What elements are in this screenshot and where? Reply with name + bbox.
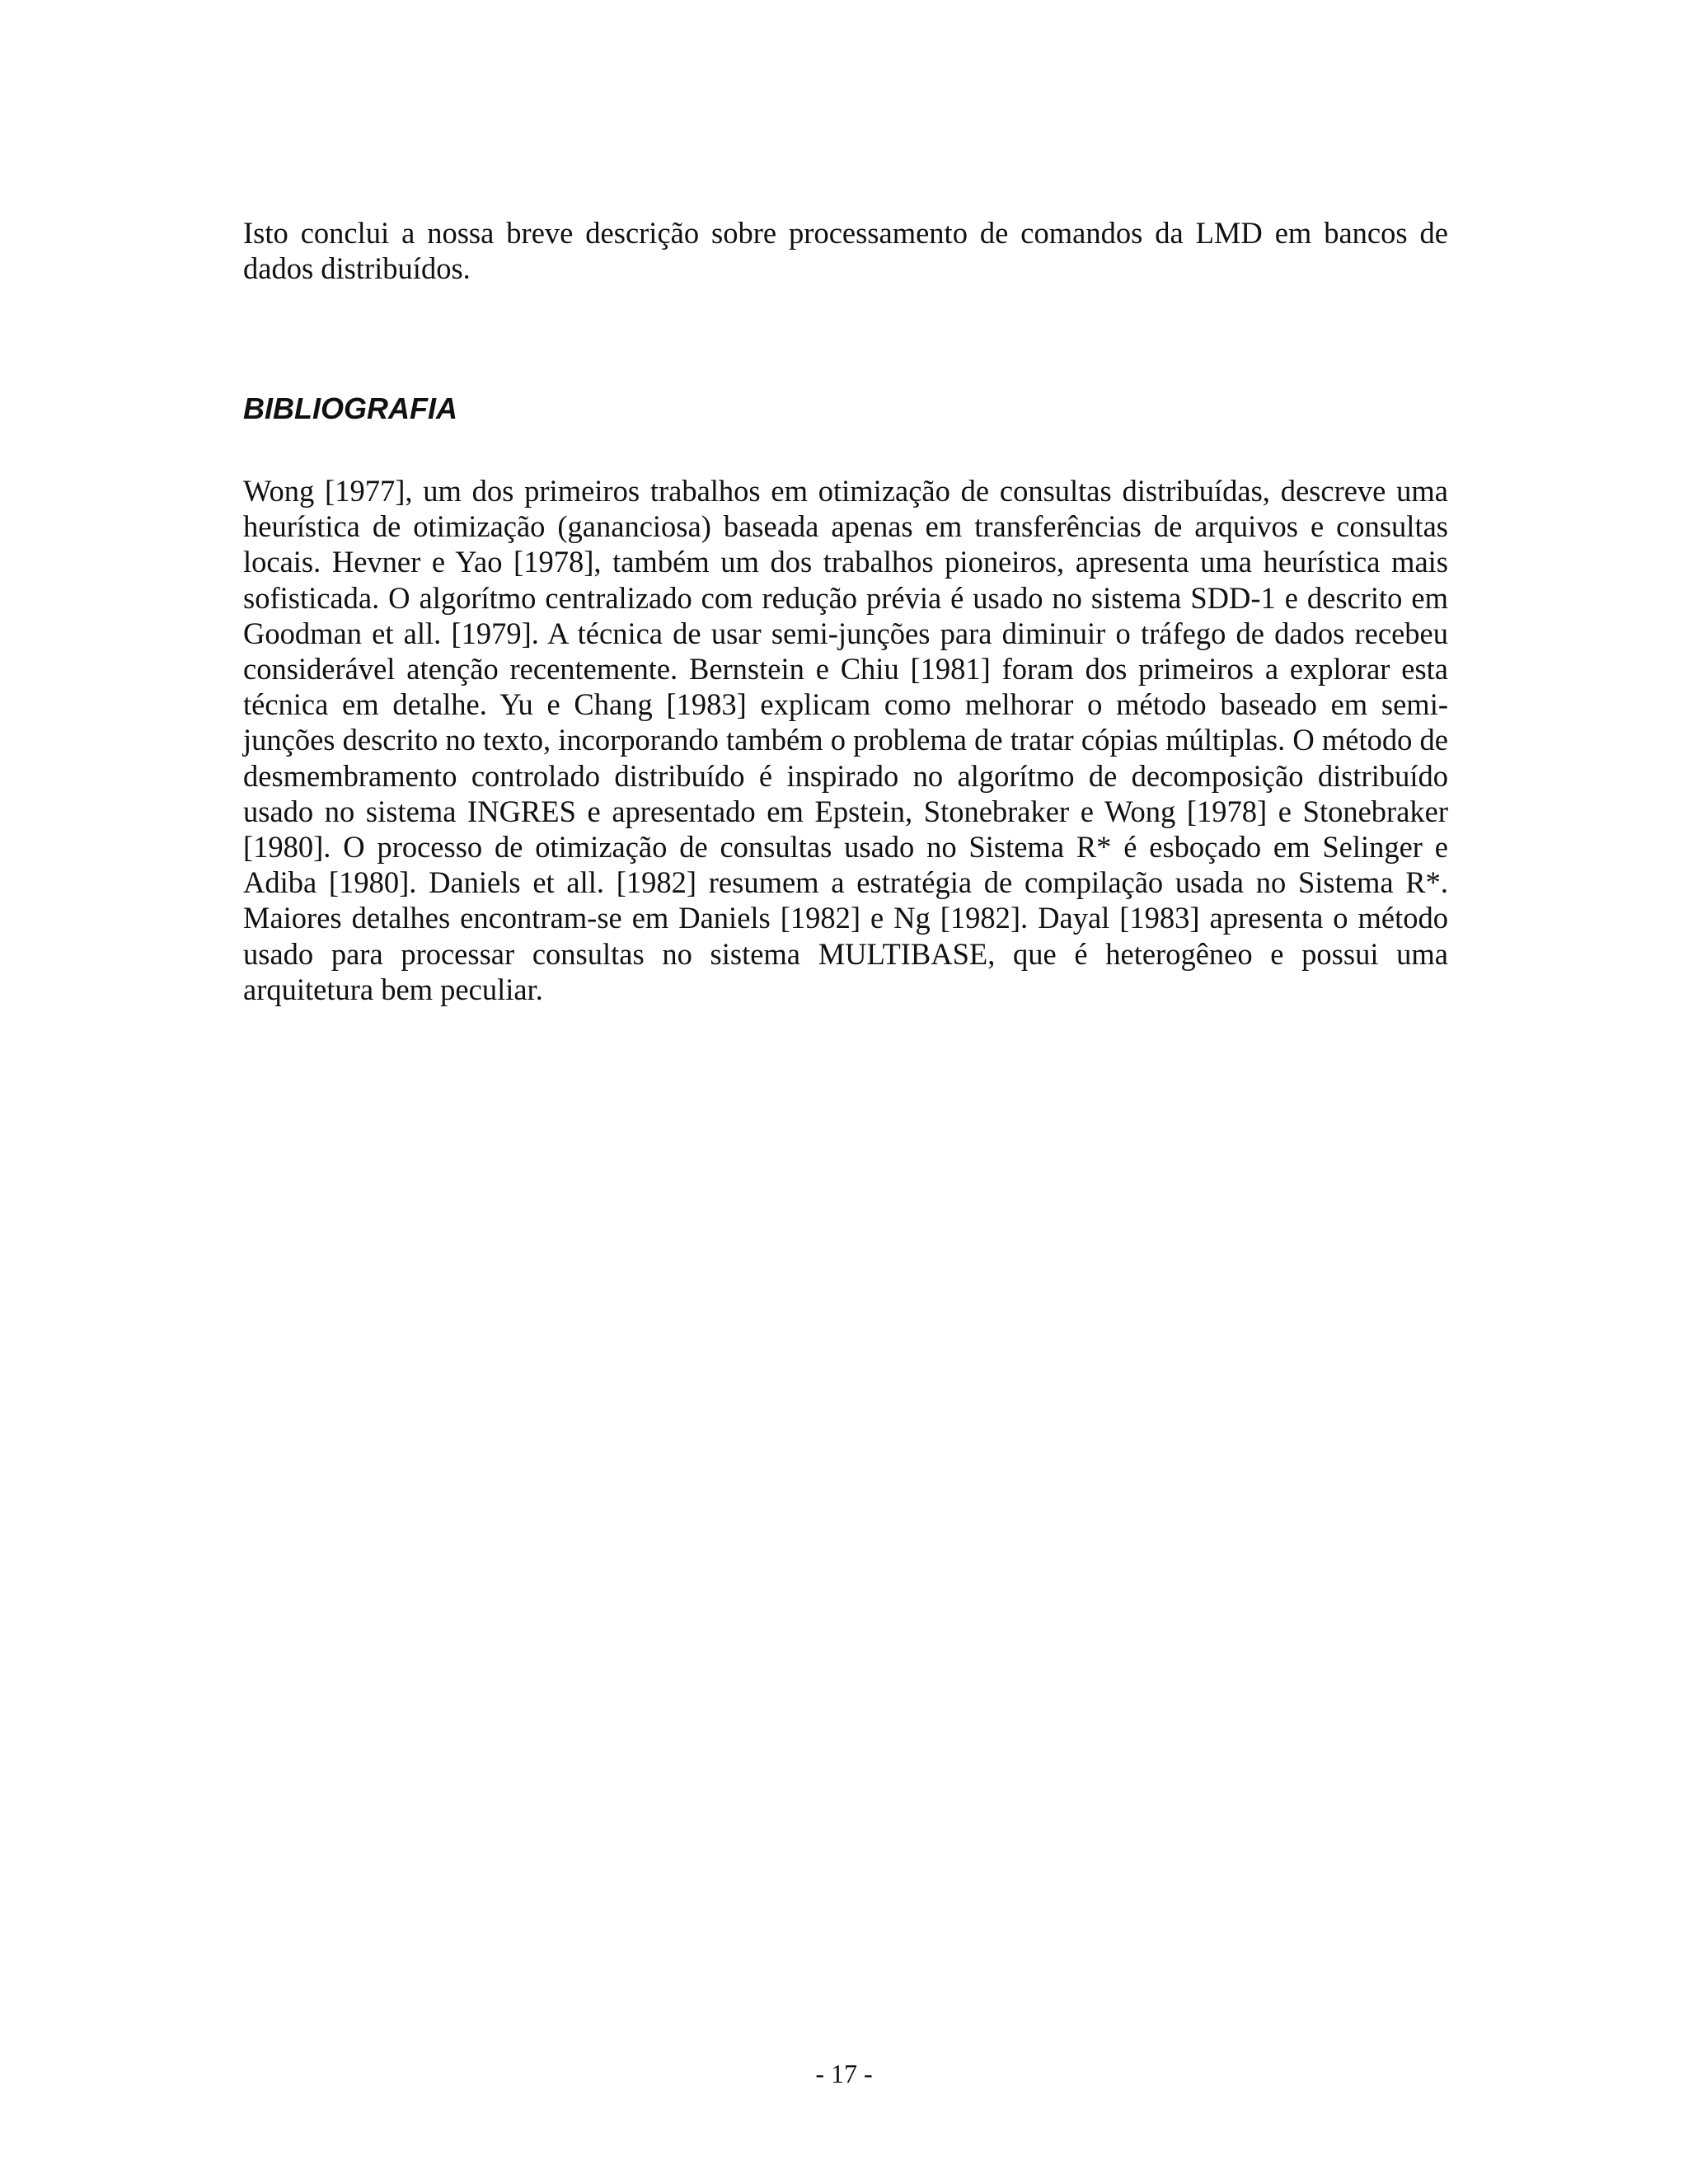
- page-number: - 17 -: [815, 2059, 873, 2088]
- section-heading-bibliografia: BIBLIOGRAFIA: [243, 391, 457, 425]
- bibliography-paragraph: Wong [1977], um dos primeiros trabalhos em otimização de consultas distribuídas, descreve uma heurística de otimização (gananciosa) baseada apenas em transferências de arquivos e consultas locais. Hevner e Yao [1978], também um dos trabalhos pioneiros, apresenta uma heurística mais sofisticada. O algorítmo centralizado com redução prévia é usado no sistema SDD-1 e descrito em Goodman et all. [1979]. A técnica de usar semi-junções para diminuir o tráfego de dados recebeu considerável atenção recentemente. Bernstein e Chiu [1981] foram dos primeiros a explorar esta técnica em detalhe. Yu e Chang [1983] explicam como melhorar o método baseado em semi-junções descrito no texto, incorporando também o problema de tratar cópias múltiplas. O método de desmembramento controlado distribuído é inspirado no algorítmo de decomposição distribuído usado no sistema INGRES e apresentado em Epstein, Stonebraker e Wong [1978] e Stonebraker [1980]. O processo de otimização de consultas usado no Sistema R* é esboçado em Selinger e Adiba [1980]. Daniels et all. [1982] resumem a estratégia de compilação usada no Sistema R*. Maiores detalhes encontram-se em Daniels [1982] e Ng [1982]. Dayal [1983] apresenta o método usado para processar consultas no sistema MULTIBASE, que é heterogêneo e possui uma arquitetura bem peculiar.: [243, 474, 1448, 1006]
- intro-paragraph: Isto conclui a nossa breve descrição sobre processamento de comandos da LMD em bancos de dados distribuídos.: [243, 216, 1448, 286]
